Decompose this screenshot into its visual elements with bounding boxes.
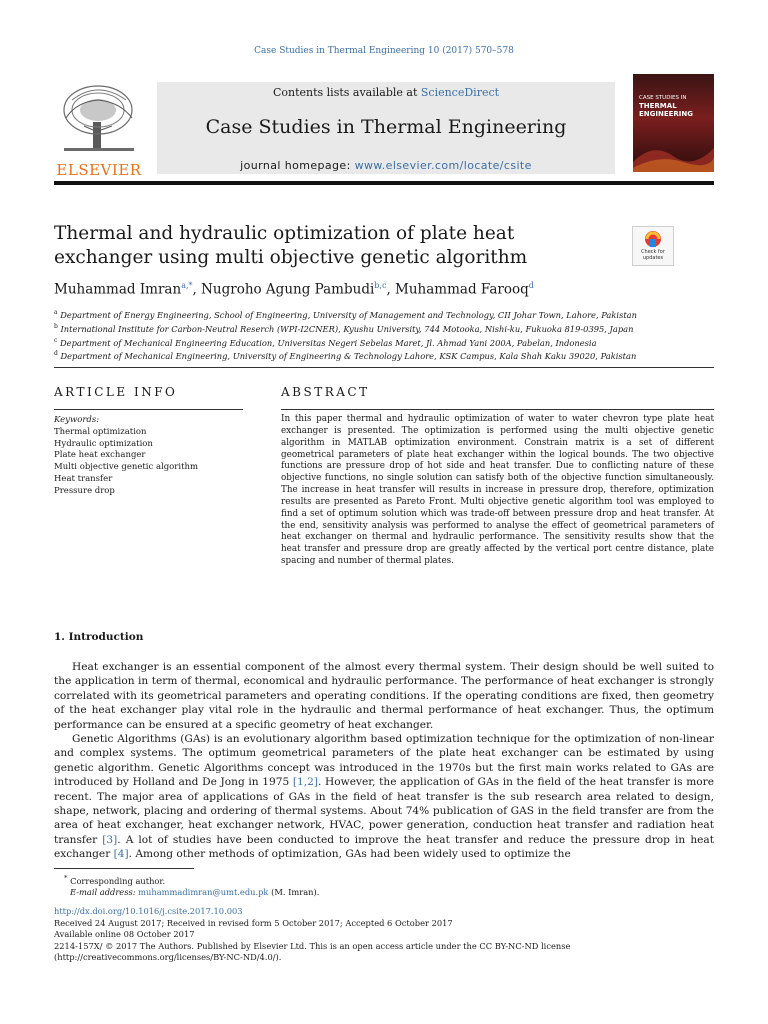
check-for-updates-button[interactable] <box>632 226 674 266</box>
publisher-name: ELSEVIER <box>56 161 142 179</box>
email-link[interactable]: muhammadimran@umt.edu.pk <box>138 887 269 898</box>
author-affiliation-marker[interactable]: a,* <box>181 281 193 290</box>
check-updates-line1: Check for <box>641 249 665 255</box>
cover-line3: ENGINEERING <box>639 110 694 118</box>
article-title: Thermal and hydraulic optimization of plate heat exchanger using multi objective genetic algorithm <box>54 223 528 268</box>
keyword-item: Pressure drop <box>54 485 115 496</box>
keywords-label: Keywords: <box>54 415 100 425</box>
contents-prefix: Contents lists available at <box>272 86 421 99</box>
author-name: Nugroho Agung Pambudi <box>201 281 375 298</box>
header-rule <box>54 181 714 185</box>
journal-name: Case Studies in Thermal Engineering <box>205 116 567 138</box>
online-date: Available online 08 October 2017 <box>54 929 195 939</box>
author-separator: , <box>386 281 396 298</box>
check-updates-icon <box>633 227 673 249</box>
affiliation-item <box>54 335 714 349</box>
affiliation-marker: c <box>54 336 58 344</box>
affiliation-text: Department of Energy Engineering, School of Engineering, University of Management and Technology, CII Johar Town, Lahore, Pakistan <box>60 309 637 320</box>
corresponding-author-note <box>54 873 714 887</box>
paragraph-text: Genetic Algorithms (GAs) is an evolutionary algorithm based optimization technique for the optimization of non-linear and complex systems. The optimum geometrical parameters of the plate heat exchanger can be estimated by using genetic algorithm. Genetic Algorithms concept was introduced in the 1970s but the first main works related to GAs are introduced by Holland and De Jong in 1975 <box>54 733 714 789</box>
author-name: Muhammad Imran <box>54 281 182 298</box>
footnotes <box>54 873 714 899</box>
keywords-block <box>54 415 243 498</box>
affiliation-item <box>54 307 714 321</box>
author-list <box>54 281 674 298</box>
affiliation-text: Department of Mechanical Engineering, University of Engineering & Technology Lahore, KSK Campus, Kala Shah Kaku 39020, Pakistan <box>60 351 637 362</box>
journal-banner <box>157 82 615 174</box>
affiliation-item <box>54 321 714 335</box>
affiliation-marker: b <box>54 322 58 330</box>
email-note <box>54 887 714 899</box>
paragraph-text: . A lot of studies have been conducted to improve the heat transfer and reduce the pressure drop in heat exchanger <box>54 833 714 861</box>
publication-info <box>54 906 714 964</box>
introduction-heading: 1. Introduction <box>54 631 144 643</box>
abstract-text: In this paper thermal and hydraulic optimization of water to water chevron type plate heat exchanger is presented. The optimization is performed using the multi objective genetic algorithm in MATLAB optimization environment. Constrain matrix is a set of different geometrical parameters of plate heat exchanger within the logical bounds. The two objective functions are pressure drop of hot side and heat transfer. Due to conflicting nature of these objective functions, no single solution can satisfy both of the objective function simultaneously. The increase in heat transfer will results in increase in pressure drop, therefore, optimization results are presented as Pareto Front. Multi objective genetic algorithm tool was employed to find a set of optimum solution which was trade-off between pressure drop and heat transfer. At the end, sensitivity analysis was performed to analyse the effect of geometrical parameters of heat exchanger on thermal and hydraulic performance. The sensitivity results show that the heat transfer and pressure drop are greatly affected by the vertical port centre distance, plate spacing and number of thermal plates. <box>281 414 714 567</box>
journal-cover-thumbnail[interactable] <box>633 74 714 172</box>
cover-art-icon <box>633 132 714 172</box>
affiliation-item <box>54 348 714 362</box>
keyword-item: Multi objective genetic algorithm <box>54 462 199 473</box>
citation-link[interactable]: [4] <box>113 848 129 861</box>
sciencedirect-link[interactable]: ScienceDirect <box>420 86 500 99</box>
cover-title <box>639 94 710 118</box>
check-updates-label <box>633 249 673 261</box>
intro-paragraph: Heat exchanger is an essential component of the almost every thermal system. Their design should be well suited to the application in term of thermal, economical and hydraulic performance. The performance of heat exchanger is strongly correlated with its geometrical parameters and operating conditions. If the operating conditions are fixed, then geometry of the heat exchanger play vital role in the hydraulic and thermal performance of heat exchanger. Thus, the optimum performance can be ensured at a specific geometry of heat exchanger. <box>54 661 714 731</box>
license-link[interactable]: (http://creativecommons.org/licenses/BY-NC-ND/4.0/). <box>54 952 282 962</box>
citation-link[interactable]: [3] <box>102 833 118 846</box>
footnote-marker: * <box>64 874 68 882</box>
affiliation-text: International Institute for Carbon-Neutral Reserch (WPI-I2CNER), Kyushu University, 744 Motooka, Nishi-ku, Fukuoka 819-0395, Japan <box>60 323 634 334</box>
keyword-item: Heat transfer <box>54 473 113 484</box>
keyword-item: Plate heat exchanger <box>54 450 146 461</box>
footnote-text: Corresponding author. <box>67 875 166 886</box>
author-separator: , <box>192 281 202 298</box>
abstract-rule <box>281 409 714 410</box>
homepage-prefix: journal homepage: <box>240 159 355 172</box>
article-info-rule <box>54 409 243 410</box>
contents-line <box>157 86 615 99</box>
running-header[interactable]: Case Studies in Thermal Engineering 10 (2017) 570–578 <box>254 46 514 56</box>
affiliations <box>54 307 714 362</box>
check-updates-line2: updates <box>642 255 664 261</box>
author-affiliation-marker[interactable]: d <box>528 281 534 290</box>
email-suffix: (M. Imran). <box>268 887 320 898</box>
received-dates: Received 24 August 2017; Received in revised form 5 October 2017; Accepted 6 October 2017 <box>54 917 453 928</box>
cover-line2: THERMAL <box>639 102 677 110</box>
section-divider <box>54 367 714 368</box>
doi-link[interactable]: http://dx.doi.org/10.1016/j.csite.2017.10.003 <box>54 906 243 916</box>
keyword-item: Thermal optimization <box>54 426 147 437</box>
keyword-item: Hydraulic optimization <box>54 438 153 449</box>
paragraph-text: . Among other methods of optimization, GAs had been widely used to optimize the <box>128 848 571 861</box>
article-info-heading: ARTICLE INFO <box>54 385 178 399</box>
citation-link[interactable]: [1,2] <box>292 776 318 789</box>
affiliation-marker: d <box>54 350 58 358</box>
homepage-line <box>157 159 615 172</box>
author-affiliation-marker[interactable]: b,c <box>374 281 387 290</box>
homepage-link[interactable]: www.elsevier.com/locate/csite <box>354 159 532 172</box>
license-text: 2214-157X/ © 2017 The Authors. Published by Elsevier Ltd. This is an open access article under the CC BY-NC-ND license <box>54 940 571 951</box>
author-name: Muhammad Farooq <box>395 281 529 298</box>
paragraph-text: . However, the application of GAs in the field of the heat transfer is more recent. The major area of applications of GAs in the field of heat transfer is the sub research area related to design, shape, network, placing and ordering of thermal systems. About 74% publication of GAS in the field transfer are from the area of heat exchanger, heat exchanger network, HVAC, power generation, conduction heat transfer and radiation heat transfer <box>54 776 715 846</box>
elsevier-tree-icon <box>54 80 144 156</box>
cover-line1: CASE STUDIES IN <box>639 95 687 101</box>
intro-paragraph <box>54 732 714 862</box>
elsevier-logo[interactable] <box>54 80 144 179</box>
affiliation-text: Department of Mechanical Engineering Education, Universitas Negeri Sebelas Maret, Jl. Ahmad Yani 200A, Pabelan, Indonesia <box>60 337 597 348</box>
email-label: E-mail address: <box>70 887 139 898</box>
abstract-heading: ABSTRACT <box>281 385 370 399</box>
affiliation-marker: a <box>54 309 58 316</box>
footnote-rule <box>54 868 194 869</box>
